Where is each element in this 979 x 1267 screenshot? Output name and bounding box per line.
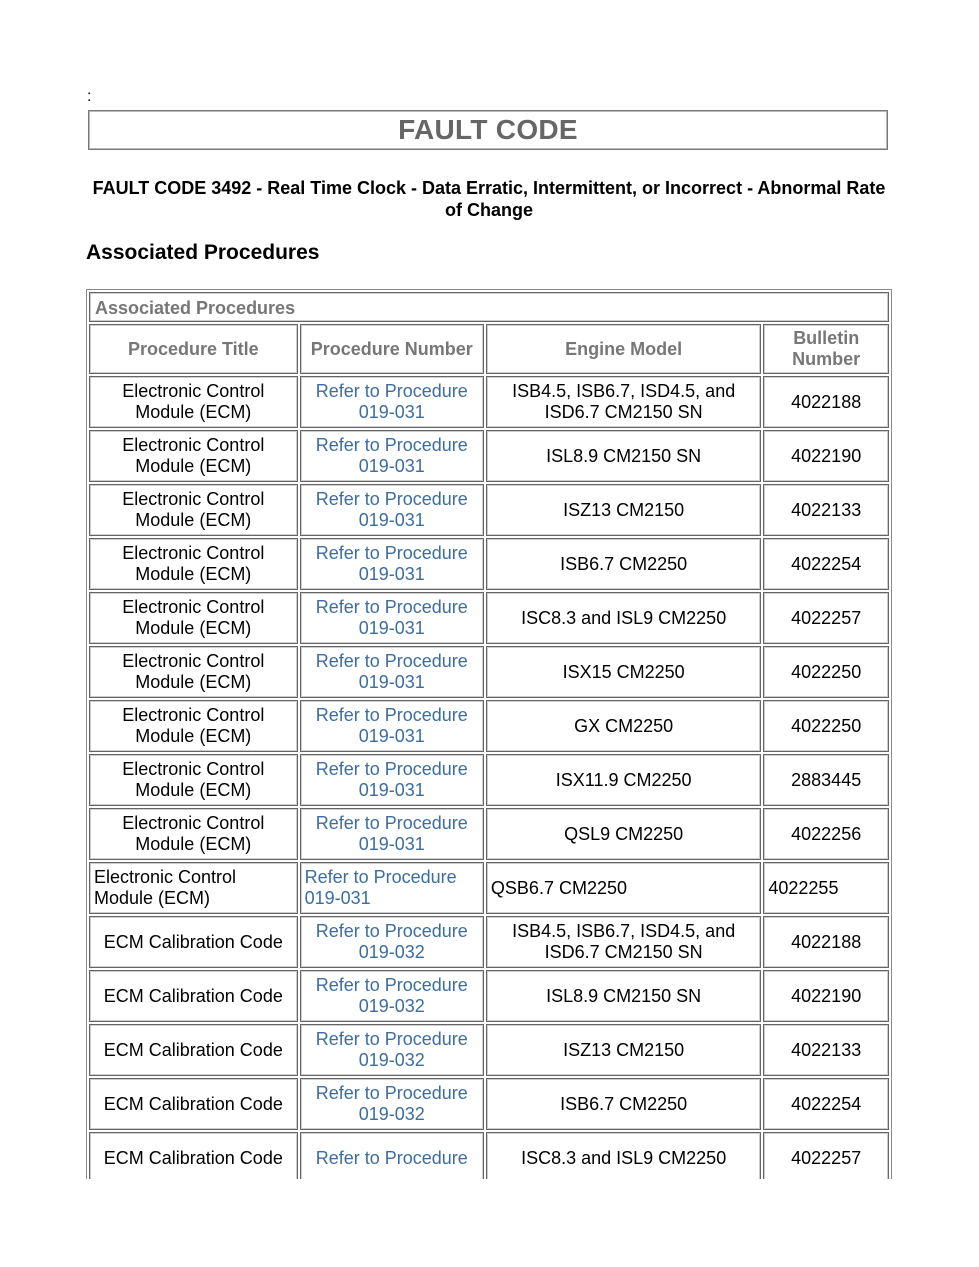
procedure-title-cell-container [89, 916, 298, 968]
engine-model-cell: ISB4.5, ISB6.7, ISD4.5, and ISD6.7 CM2150 SN [512, 381, 736, 422]
bulletin-number-cell-container [763, 862, 889, 914]
engine-model-cell-container [486, 808, 761, 860]
procedure-link[interactable]: Refer to Procedure 019-031 [315, 759, 468, 800]
procedure-title-cell: Electronic Control Module (ECM) [122, 489, 265, 530]
page-title: FAULT CODE [398, 114, 578, 145]
engine-model-cell: ISL8.9 CM2150 SN [546, 985, 702, 1006]
procedure-link[interactable]: Refer to Procedure 019-031 [304, 867, 457, 908]
procedure-link-container [300, 646, 484, 698]
procedure-title-cell-container [89, 538, 298, 590]
engine-model-cell-container [486, 430, 761, 482]
procedures-table-container [86, 289, 892, 1179]
procedure-link[interactable]: Refer to Procedure 019-031 [315, 435, 468, 476]
procedure-link-container [300, 970, 484, 1022]
procedure-title-cell: ECM Calibration Code [103, 985, 283, 1006]
table-row [89, 538, 889, 590]
bulletin-number-cell-container [763, 538, 889, 590]
procedure-title-cell-container [89, 1132, 298, 1179]
engine-model-cell-container [486, 970, 761, 1022]
procedure-title-cell: Electronic Control Module (ECM) [122, 759, 265, 800]
procedure-title-cell: Electronic Control Module (ECM) [122, 705, 265, 746]
header-procedure-title: Procedure Title [89, 324, 298, 374]
bulletin-number-cell-container [763, 1132, 889, 1179]
procedure-link-container [300, 592, 484, 644]
table-row [89, 754, 889, 806]
procedure-link[interactable]: Refer to Procedure [315, 1147, 468, 1168]
bulletin-number-cell: 4022257 [791, 1147, 862, 1168]
engine-model-cell: ISC8.3 and ISL9 CM2250 [521, 607, 727, 628]
procedure-link[interactable]: Refer to Procedure 019-032 [315, 1029, 468, 1070]
procedure-title-cell-container [89, 862, 298, 914]
engine-model-cell-container [486, 1024, 761, 1076]
table-row [89, 700, 889, 752]
procedure-link[interactable]: Refer to Procedure 019-031 [315, 651, 468, 692]
procedure-link-container [300, 1024, 484, 1076]
table-row [89, 916, 889, 968]
bulletin-number-cell: 4022133 [791, 1039, 862, 1060]
engine-model-cell-container [486, 592, 761, 644]
bulletin-number-cell-container [763, 1078, 889, 1130]
procedure-title-cell: ECM Calibration Code [103, 1039, 283, 1060]
bulletin-number-cell: 4022188 [791, 931, 862, 952]
procedure-link-container [300, 1132, 484, 1179]
bulletin-number-cell-container [763, 808, 889, 860]
procedure-link[interactable]: Refer to Procedure 019-032 [315, 1083, 468, 1124]
procedure-title-cell: ECM Calibration Code [103, 1093, 283, 1114]
table-row [89, 484, 889, 536]
bulletin-number-cell: 4022190 [791, 985, 862, 1006]
bulletin-number-cell-container [763, 1024, 889, 1076]
engine-model-cell-container [486, 1078, 761, 1130]
table-row [89, 1024, 889, 1076]
procedure-title-cell: Electronic Control Module (ECM) [122, 543, 265, 584]
engine-model-cell-container [486, 484, 761, 536]
procedure-title-cell-container [89, 592, 298, 644]
procedure-link-container [300, 754, 484, 806]
procedure-link-container [300, 484, 484, 536]
bulletin-number-cell-container [763, 376, 889, 428]
header-engine-model: Engine Model [486, 324, 761, 374]
table-row [89, 862, 889, 914]
procedure-title-cell-container [89, 430, 298, 482]
engine-model-cell-container [486, 376, 761, 428]
engine-model-cell-container [486, 916, 761, 968]
procedure-title-cell: Electronic Control Module (ECM) [94, 867, 237, 908]
procedure-title-cell: Electronic Control Module (ECM) [122, 813, 265, 854]
engine-model-cell: QSL9 CM2250 [564, 823, 684, 844]
table-row [89, 970, 889, 1022]
table-row [89, 430, 889, 482]
section-heading: Associated Procedures [86, 241, 320, 264]
bulletin-number-cell-container [763, 430, 889, 482]
bulletin-number-cell: 2883445 [791, 769, 862, 790]
bulletin-number-cell: 4022250 [791, 661, 862, 682]
table-caption: Associated Procedures [89, 292, 889, 322]
procedure-title-cell: ECM Calibration Code [103, 931, 283, 952]
header-procedure-number: Procedure Number [300, 324, 484, 374]
table-row [89, 1078, 889, 1130]
procedure-title-cell-container [89, 700, 298, 752]
bulletin-number-cell: 4022254 [791, 1093, 862, 1114]
engine-model-cell-container [486, 862, 761, 914]
procedure-title-cell-container [89, 646, 298, 698]
procedure-link-container [300, 916, 484, 968]
engine-model-cell-container [486, 700, 761, 752]
engine-model-cell: ISC8.3 and ISL9 CM2250 [521, 1147, 727, 1168]
engine-model-cell: ISB6.7 CM2250 [560, 1093, 688, 1114]
engine-model-cell: ISB4.5, ISB6.7, ISD4.5, and ISD6.7 CM2150 SN [512, 921, 736, 962]
fault-code-subtitle: FAULT CODE 3492 - Real Time Clock - Data Erratic, Intermittent, or Incorrect - Abnormal Rate of Change [92, 178, 886, 220]
procedure-link[interactable]: Refer to Procedure 019-031 [315, 381, 468, 422]
engine-model-cell-container [486, 538, 761, 590]
procedure-link-container [300, 430, 484, 482]
table-header-row [89, 324, 889, 374]
engine-model-cell: ISZ13 CM2150 [563, 1039, 685, 1060]
procedure-title-cell-container [89, 808, 298, 860]
procedure-title-cell: Electronic Control Module (ECM) [122, 435, 265, 476]
page-title-box [88, 110, 888, 150]
bulletin-number-cell: 4022250 [791, 715, 862, 736]
bulletin-number-cell: 4022133 [791, 499, 862, 520]
procedure-title-cell: Electronic Control Module (ECM) [122, 381, 265, 422]
procedure-link[interactable]: Refer to Procedure 019-031 [315, 597, 468, 638]
leading-colon: : [87, 88, 92, 105]
engine-model-cell: QSB6.7 CM2250 [490, 877, 627, 898]
procedure-link-container [300, 700, 484, 752]
procedure-title-cell: Electronic Control Module (ECM) [122, 597, 265, 638]
engine-model-cell: ISX11.9 CM2250 [555, 769, 692, 790]
procedure-title-cell: ECM Calibration Code [103, 1147, 283, 1168]
bulletin-number-cell-container [763, 646, 889, 698]
header-bulletin-number: Bulletin Number [763, 324, 889, 374]
bulletin-number-cell-container [763, 916, 889, 968]
bulletin-number-cell-container [763, 700, 889, 752]
bulletin-number-cell: 4022190 [791, 445, 862, 466]
procedure-link-container [300, 808, 484, 860]
procedure-title-cell-container [89, 754, 298, 806]
bulletin-number-cell-container [763, 754, 889, 806]
procedure-link[interactable]: Refer to Procedure 019-031 [315, 813, 468, 854]
engine-model-cell: ISZ13 CM2150 [563, 499, 685, 520]
procedure-link-container [300, 1078, 484, 1130]
bulletin-number-cell: 4022257 [791, 607, 862, 628]
table-row [89, 646, 889, 698]
procedure-title-cell: Electronic Control Module (ECM) [122, 651, 265, 692]
engine-model-cell: GX CM2250 [574, 715, 674, 736]
bulletin-number-cell-container [763, 592, 889, 644]
procedure-link[interactable]: Refer to Procedure 019-031 [315, 705, 468, 746]
bulletin-number-cell: 4022254 [791, 553, 862, 574]
procedure-title-cell-container [89, 970, 298, 1022]
bulletin-number-cell: 4022255 [768, 877, 839, 898]
table-row [89, 808, 889, 860]
engine-model-cell: ISB6.7 CM2250 [560, 553, 688, 574]
table-row [89, 1132, 889, 1179]
bulletin-number-cell-container [763, 484, 889, 536]
procedure-link-container [300, 376, 484, 428]
procedure-link-container [300, 538, 484, 590]
procedure-link[interactable]: Refer to Procedure 019-031 [315, 489, 468, 530]
engine-model-cell-container [486, 1132, 761, 1179]
procedure-title-cell-container [89, 376, 298, 428]
table-row [89, 376, 889, 428]
associated-procedures-table [86, 289, 892, 1179]
procedure-title-cell-container [89, 484, 298, 536]
bulletin-number-cell: 4022188 [791, 391, 862, 412]
engine-model-cell-container [486, 646, 761, 698]
bulletin-number-cell-container [763, 970, 889, 1022]
table-row [89, 592, 889, 644]
procedure-title-cell-container [89, 1024, 298, 1076]
engine-model-cell: ISL8.9 CM2150 SN [546, 445, 702, 466]
procedure-link[interactable]: Refer to Procedure 019-031 [315, 543, 468, 584]
engine-model-cell: ISX15 CM2250 [562, 661, 685, 682]
procedure-link[interactable]: Refer to Procedure 019-032 [315, 975, 468, 1016]
procedure-title-cell-container [89, 1078, 298, 1130]
engine-model-cell-container [486, 754, 761, 806]
procedure-link-container [300, 862, 484, 914]
bulletin-number-cell: 4022256 [791, 823, 862, 844]
procedure-link[interactable]: Refer to Procedure 019-032 [315, 921, 468, 962]
